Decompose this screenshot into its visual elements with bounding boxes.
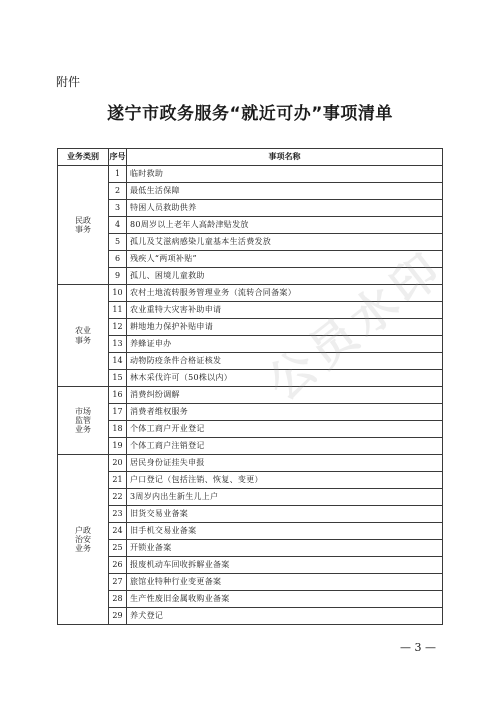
row-number: 18 <box>109 421 127 438</box>
item-name: 居民身份证挂失申报 <box>127 455 443 472</box>
row-number: 13 <box>109 336 127 353</box>
row-number: 1 <box>109 166 127 183</box>
table-row <box>58 557 443 574</box>
row-number: 24 <box>109 523 127 540</box>
item-name: 养犬登记 <box>127 608 443 625</box>
table-row <box>58 370 443 387</box>
item-name: 开锁业备案 <box>127 540 443 557</box>
table-row <box>58 438 443 455</box>
row-number: 22 <box>109 489 127 506</box>
item-name: 消费者维权服务 <box>127 404 443 421</box>
table-header-row <box>58 149 443 166</box>
row-number: 16 <box>109 387 127 404</box>
table-row <box>58 540 443 557</box>
item-name: 林木采伐许可（50株以内） <box>127 370 443 387</box>
row-number: 21 <box>109 472 127 489</box>
category-cell: 户政 治安 业务 <box>58 455 109 625</box>
item-name: 耕地地力保护补贴申请 <box>127 319 443 336</box>
item-name: 残疾人“两项补贴” <box>127 251 443 268</box>
table-row <box>58 455 443 472</box>
table-row <box>58 591 443 608</box>
item-name: 临时救助 <box>127 166 443 183</box>
row-number: 20 <box>109 455 127 472</box>
row-number: 17 <box>109 404 127 421</box>
header-name: 事项名称 <box>127 149 443 166</box>
document-title: 遂宁市政务服务“就近可办”事项清单 <box>107 104 393 124</box>
item-name: 消费纠纷调解 <box>127 387 443 404</box>
row-number: 2 <box>109 183 127 200</box>
item-name: 生产性废旧金属收购业备案 <box>127 591 443 608</box>
item-name: 80周岁以上老年人高龄津贴发放 <box>127 217 443 234</box>
table-row <box>58 608 443 625</box>
table-row <box>58 489 443 506</box>
row-number: 23 <box>109 506 127 523</box>
table-row <box>58 234 443 251</box>
header-category: 业务类别 <box>58 149 109 166</box>
category-cell: 农业 事务 <box>58 285 109 387</box>
item-name: 户口登记（包括注销、恢复、变更） <box>127 472 443 489</box>
row-number: 5 <box>109 234 127 251</box>
row-number: 15 <box>109 370 127 387</box>
table-row <box>58 200 443 217</box>
row-number: 25 <box>109 540 127 557</box>
table-row <box>58 574 443 591</box>
item-name: 旧手机交易业备案 <box>127 523 443 540</box>
item-name: 孤儿及艾滋病感染儿童基本生活费发放 <box>127 234 443 251</box>
row-number: 9 <box>109 268 127 285</box>
row-number: 12 <box>109 319 127 336</box>
item-name: 养蜂证申办 <box>127 336 443 353</box>
item-name: 动物防疫条件合格证核发 <box>127 353 443 370</box>
item-name: 报废机动车回收拆解业备案 <box>127 557 443 574</box>
table-row <box>58 166 443 183</box>
table-row <box>58 183 443 200</box>
item-name: 个体工商户注销登记 <box>127 438 443 455</box>
row-number: 28 <box>109 591 127 608</box>
row-number: 19 <box>109 438 127 455</box>
item-name: 旅馆业特种行业变更备案 <box>127 574 443 591</box>
attachment-label: 附件 <box>56 75 81 89</box>
category-cell: 市场 监管 业务 <box>58 387 109 455</box>
table-row <box>58 404 443 421</box>
table-row <box>58 353 443 370</box>
item-name: 个体工商户开业登记 <box>127 421 443 438</box>
item-name: 孤儿、困境儿童救助 <box>127 268 443 285</box>
row-number: 3 <box>109 200 127 217</box>
category-cell: 民政 事务 <box>58 166 109 285</box>
row-number: 10 <box>109 285 127 302</box>
item-name: 最低生活保障 <box>127 183 443 200</box>
item-name: 农村土地流转服务管理业务（流转合同备案） <box>127 285 443 302</box>
table-row <box>58 472 443 489</box>
row-number: 26 <box>109 557 127 574</box>
table-row <box>58 387 443 404</box>
row-number: 27 <box>109 574 127 591</box>
row-number: 6 <box>109 251 127 268</box>
page-number: — 3 — <box>400 641 436 654</box>
header-number: 序号 <box>109 149 127 166</box>
table-row <box>58 217 443 234</box>
watermark-text: 公员水印 <box>257 240 455 411</box>
row-number: 11 <box>109 302 127 319</box>
item-name: 农业重特大灾害补助申请 <box>127 302 443 319</box>
table-row <box>58 523 443 540</box>
row-number: 29 <box>109 608 127 625</box>
row-number: 4 <box>109 217 127 234</box>
row-number: 14 <box>109 353 127 370</box>
table-row <box>58 506 443 523</box>
item-name: 旧货交易业备案 <box>127 506 443 523</box>
item-name: 特困人员救助供养 <box>127 200 443 217</box>
items-table <box>57 148 443 625</box>
table-row <box>58 421 443 438</box>
item-name: 3周岁内出生新生儿上户 <box>127 489 443 506</box>
